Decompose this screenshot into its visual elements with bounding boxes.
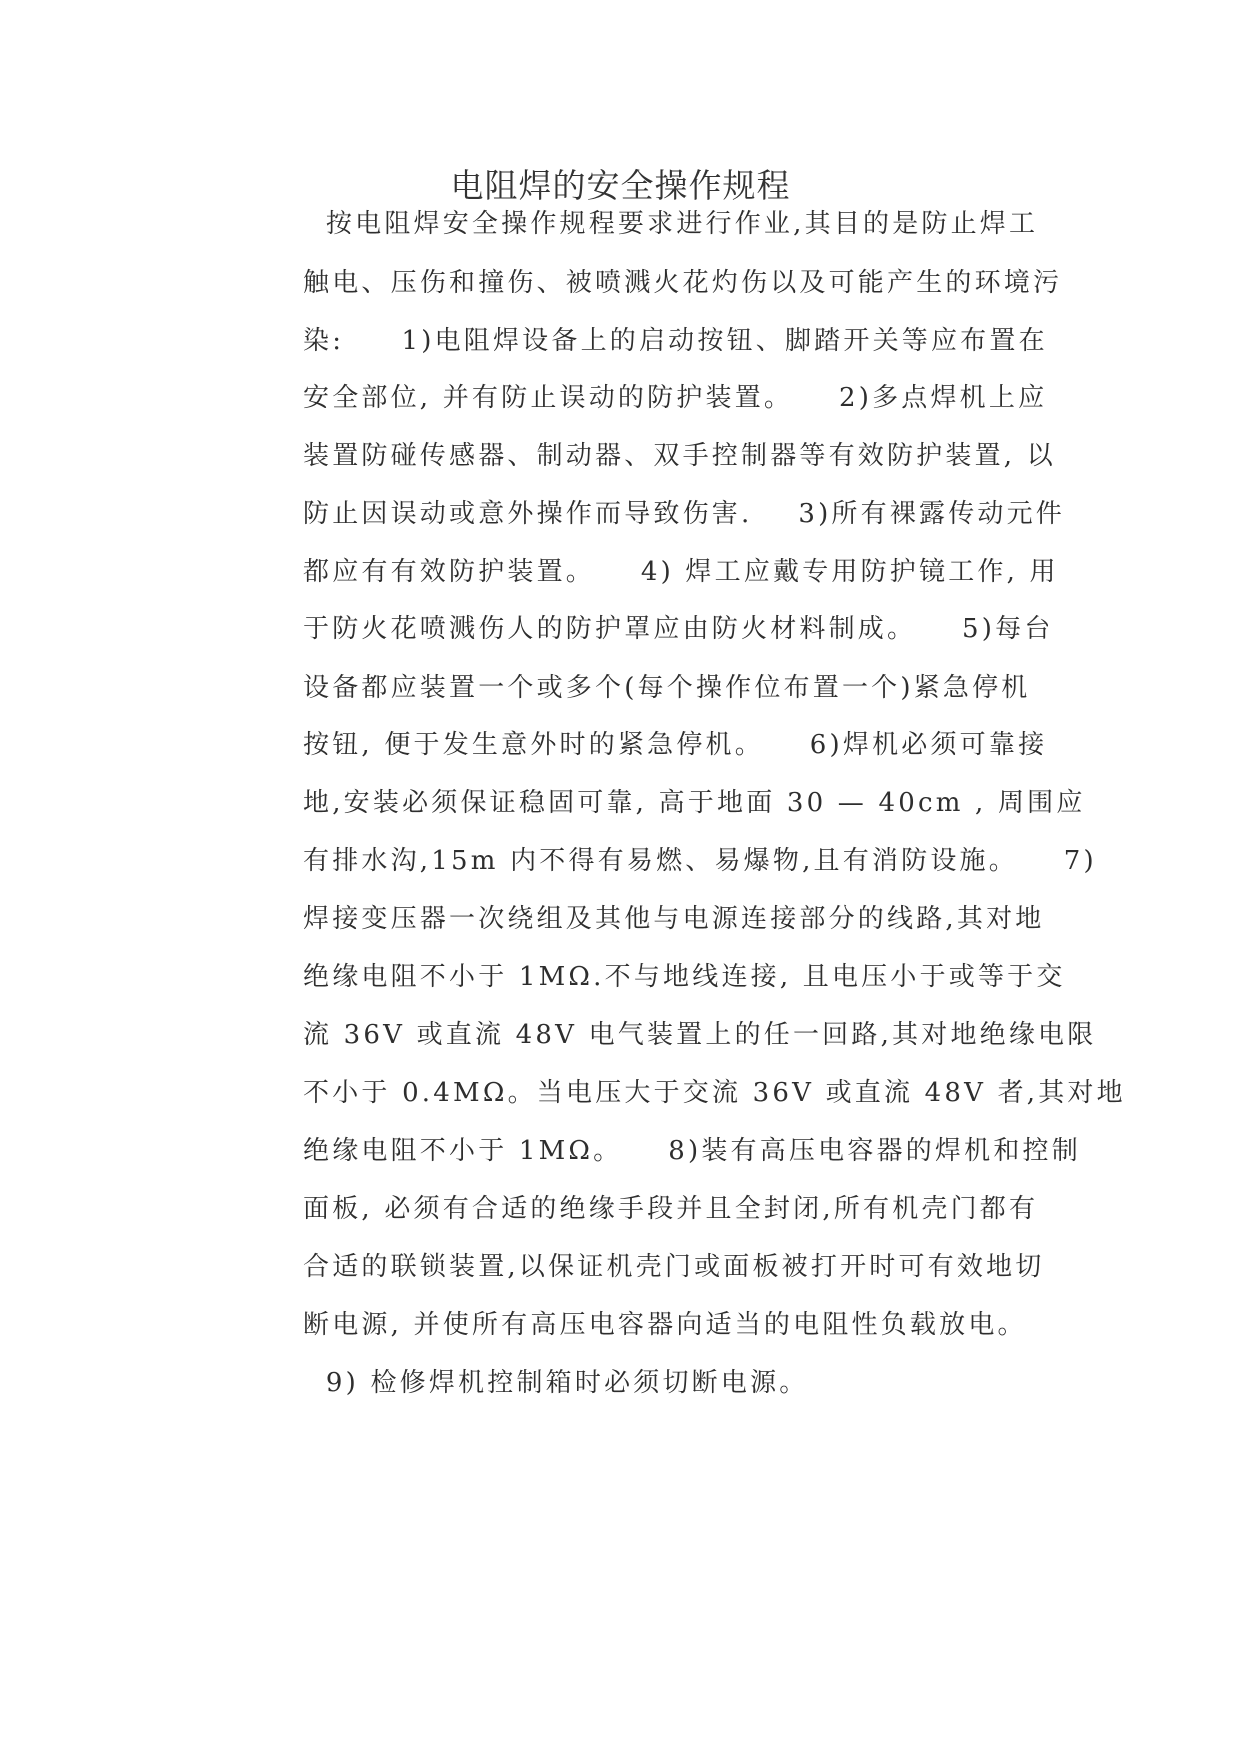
body-line-11: 地,安装必须保证稳固可靠, 高于地面 30 — 40cm , 周围应 bbox=[303, 788, 1086, 818]
body-line-21: 9) 检修焊机控制箱时必须切断电源。 bbox=[303, 1368, 809, 1398]
body-line-20: 断电源, 并使所有高压电容器向适当的电阻性负载放电。 bbox=[303, 1310, 1027, 1340]
body-line-9: 设备都应装置一个或多个(每个操作位布置一个)紧急停机 bbox=[303, 673, 1031, 703]
body-line-10: 按钮, 便于发生意外时的紧急停机。 6)焊机必须可靠接 bbox=[303, 730, 1048, 760]
body-line-14: 绝缘电阻不小于 1MΩ.不与地线连接, 且电压小于或等于交 bbox=[303, 962, 1066, 992]
document-title: 电阻焊的安全操作规程 bbox=[450, 166, 791, 205]
body-line-19: 合适的联锁装置,以保证机壳门或面板被打开时可有效地切 bbox=[303, 1252, 1045, 1282]
body-line-1: 按电阻焊安全操作规程要求进行作业,其目的是防止焊工 bbox=[303, 209, 1039, 239]
body-line-6: 防止因误动或意外操作而导致伤害. 3)所有裸露传动元件 bbox=[303, 499, 1066, 529]
body-line-12: 有排水沟,15m 内不得有易燃、易爆物,且有消防设施。 7) bbox=[303, 846, 1097, 876]
body-line-18: 面板, 必须有合适的绝缘手段并且全封闭,所有机壳门都有 bbox=[303, 1194, 1039, 1224]
body-line-2: 触电、压伤和撞伤、被喷溅火花灼伤以及可能产生的环境污 bbox=[303, 268, 1063, 298]
body-line-17: 绝缘电阻不小于 1MΩ。 8)装有高压电容器的焊机和控制 bbox=[303, 1136, 1081, 1166]
body-line-8: 于防火花喷溅伤人的防护罩应由防火材料制成。 5)每台 bbox=[303, 614, 1054, 644]
body-line-7: 都应有有效防护装置。 4) 焊工应戴专用防护镜工作, 用 bbox=[303, 557, 1059, 587]
body-line-5: 装置防碰传感器、制动器、双手控制器等有效防护装置, 以 bbox=[303, 441, 1056, 471]
body-line-15: 流 36V 或直流 48V 电气装置上的任一回路,其对地绝缘电限 bbox=[303, 1020, 1097, 1050]
body-line-3: 染: 1)电阻焊设备上的启动按钮、脚踏开关等应布置在 bbox=[303, 326, 1048, 356]
body-line-4: 安全部位, 并有防止误动的防护装置。 2)多点焊机上应 bbox=[303, 383, 1048, 413]
body-line-16: 不小于 0.4MΩ。当电压大于交流 36V 或直流 48V 者,其对地 bbox=[303, 1078, 1126, 1108]
body-line-13: 焊接变压器一次绕组及其他与电源连接部分的线路,其对地 bbox=[303, 904, 1045, 934]
